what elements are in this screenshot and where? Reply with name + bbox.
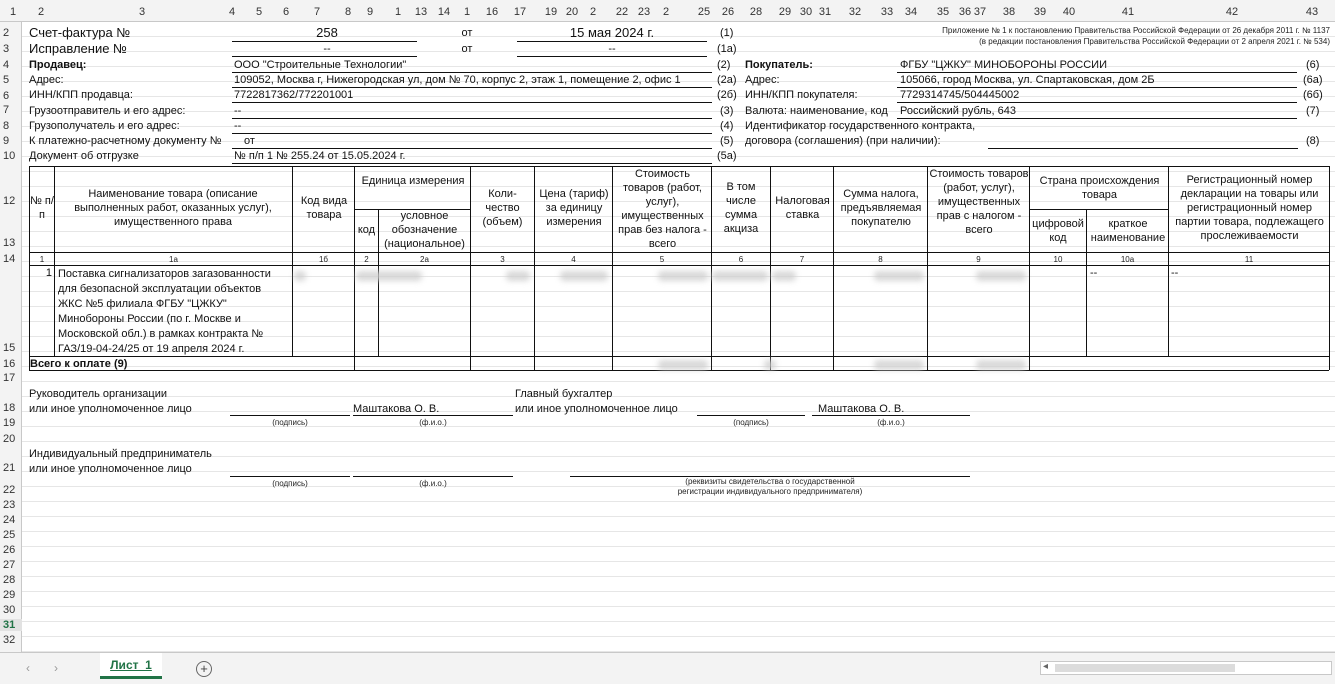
buyer-label: Покупатель:: [745, 59, 813, 71]
column-header-bar: [0, 0, 1335, 22]
row-header[interactable]: 32: [3, 634, 16, 646]
column-header[interactable]: 8: [344, 6, 352, 18]
row-header[interactable]: 28: [3, 574, 16, 586]
worksheet-grid[interactable]: [22, 22, 1335, 652]
row-header[interactable]: 16: [3, 358, 16, 370]
redacted-qty: [506, 271, 530, 281]
colnum-1a: 1а: [169, 255, 178, 264]
head-name[interactable]: Маштакова О. В.: [353, 403, 440, 415]
th-country-code: цифровой код: [1032, 218, 1084, 244]
row-header[interactable]: 31: [0, 619, 22, 631]
column-header[interactable]: 36: [958, 6, 972, 18]
th-num: № п/п: [30, 195, 54, 221]
correction-from-label: от: [461, 43, 473, 55]
contract-label-1: Идентификатор государственного контракта,: [745, 120, 976, 132]
seller-address-code: (2а): [717, 74, 737, 86]
row-header[interactable]: 17: [3, 372, 16, 384]
invoice-title-label: Счет-фактура №: [29, 25, 131, 40]
head-label-2: или иное уполномоченное лицо: [29, 403, 192, 415]
column-header[interactable]: 19: [544, 6, 558, 18]
th-quantity: Коли-чество (объем): [482, 188, 523, 228]
row-header[interactable]: 18: [3, 402, 16, 414]
buyer-address[interactable]: 105066, город Москва, ул. Спартаковская, дом 2Б: [900, 74, 1155, 86]
correction-label: Исправление №: [29, 41, 127, 56]
shipper-value[interactable]: --: [234, 105, 242, 117]
correction-number[interactable]: --: [323, 43, 331, 55]
redacted-total: [976, 271, 1026, 281]
row-header[interactable]: 14: [3, 253, 16, 265]
next-sheet-icon[interactable]: ›: [54, 661, 58, 675]
column-header[interactable]: 40: [1062, 6, 1076, 18]
row-header[interactable]: 25: [3, 529, 16, 541]
column-header[interactable]: 9: [366, 6, 374, 18]
colnum-9: 9: [976, 255, 981, 264]
column-header[interactable]: 6: [282, 6, 290, 18]
colnum-2: 2: [364, 255, 369, 264]
th-cost-without-tax: Стоимость товаров (работ, услуг), имущественных прав без налога - всего: [618, 168, 707, 250]
colnum-5: 5: [659, 255, 665, 264]
th-unit-name: условное обозначение (национальное): [384, 210, 465, 250]
row-header[interactable]: 5: [3, 74, 10, 86]
redacted-excise: [712, 271, 768, 281]
seller-code: (2): [717, 59, 731, 71]
row-header[interactable]: 12: [3, 195, 16, 207]
head-label-1: Руководитель организации: [29, 388, 168, 400]
seller-inn-code: (2б): [717, 89, 737, 101]
column-header[interactable]: 32: [848, 6, 862, 18]
seller-value[interactable]: ООО "Строительные Технологии": [234, 59, 407, 71]
scroll-thumb[interactable]: [1055, 664, 1235, 672]
colnum-8: 8: [878, 255, 883, 264]
buyer-inn[interactable]: 7729314745/504445002: [900, 89, 1020, 101]
buyer-address-code: (6а): [1303, 74, 1323, 86]
row-header[interactable]: 20: [3, 433, 16, 445]
column-header[interactable]: 17: [513, 6, 527, 18]
appendix-line-2: (в редакции постановления Правительства Российской Федерации от 2 апреля 2021 г. № 534): [979, 37, 1330, 46]
colnum-6: 6: [738, 255, 744, 264]
chief-label-1: Главный бухгалтер: [515, 388, 613, 400]
colnum-10: 10: [1053, 255, 1063, 264]
row-header[interactable]: 27: [3, 559, 16, 571]
row-header[interactable]: 29: [3, 589, 16, 601]
column-header[interactable]: 35: [936, 6, 950, 18]
head-fio-hint: (ф.и.о.): [419, 418, 447, 427]
row-header[interactable]: 7: [3, 104, 10, 116]
row-header[interactable]: 23: [3, 499, 16, 511]
colnum-4: 4: [571, 255, 576, 264]
add-sheet-icon[interactable]: +: [196, 661, 212, 677]
head-sign-hint: (подпись): [272, 418, 308, 427]
seller-address[interactable]: 109052, Москва г, Нижегородская ул, дом № 70, корпус 2, этаж 1, помещение 2, офис 1: [234, 74, 681, 86]
redacted-total-excise: [764, 360, 776, 370]
th-unit: Единица измерения: [361, 175, 465, 187]
row-header[interactable]: 9: [3, 135, 10, 147]
row-header[interactable]: 21: [3, 462, 16, 474]
row-header[interactable]: 6: [3, 90, 10, 102]
horizontal-scrollbar[interactable]: [1040, 661, 1332, 675]
shipper-code: (3): [720, 105, 734, 117]
column-header[interactable]: 1: [9, 6, 17, 18]
column-header[interactable]: 2: [662, 6, 670, 18]
invoice-number[interactable]: 258: [316, 25, 338, 40]
column-header[interactable]: 2: [589, 6, 597, 18]
ip-cert-hint-1: (реквизиты свидетельства о государственной: [685, 477, 855, 486]
currency-label: Валюта: наименование, код: [745, 105, 888, 117]
row-header[interactable]: 15: [3, 342, 16, 354]
row-header[interactable]: 3: [3, 43, 10, 55]
buyer-inn-label: ИНН/КПП покупателя:: [745, 89, 858, 101]
sheet-tab-list1[interactable]: Лист_1: [100, 653, 162, 679]
colnum-1b: 1б: [318, 255, 329, 264]
redacted-price: [560, 271, 608, 281]
shipment-doc-value[interactable]: № п/п 1 № 255.24 от 15.05.2024 г.: [234, 150, 406, 162]
chief-name[interactable]: Маштакова О. В.: [818, 403, 905, 415]
column-header[interactable]: 38: [1002, 6, 1016, 18]
correction-date[interactable]: --: [608, 43, 616, 55]
column-header[interactable]: 39: [1033, 6, 1047, 18]
redacted-unit: [356, 271, 422, 281]
column-header[interactable]: 28: [749, 6, 763, 18]
column-header[interactable]: 2: [37, 6, 45, 18]
seller-address-label: Адрес:: [29, 74, 64, 86]
redacted-kind: [294, 271, 306, 281]
th-price: Цена (тариф) за единицу измерения: [539, 188, 609, 228]
th-cost-with-tax: Стоимость товаров (работ, услуг), имущественных прав с налогом - всего: [929, 168, 1029, 236]
sheet-tab-bar: [0, 652, 1335, 684]
total-label: Всего к оплате (9): [30, 358, 128, 370]
column-header[interactable]: 37: [973, 6, 987, 18]
colnum-10a: 10а: [1120, 255, 1135, 264]
th-unit-code: код: [357, 224, 376, 236]
redacted-tax: [874, 271, 924, 281]
invoice-table: [22, 22, 1335, 382]
column-header[interactable]: 30: [799, 6, 813, 18]
th-registration: Регистрационный номер декларации на товары или регистрационный номер партии товара, подлежащего прослеживаемости: [1175, 174, 1324, 242]
th-country-name: краткое наименование: [1090, 218, 1166, 244]
column-header[interactable]: 25: [697, 6, 711, 18]
invoice-code-1a: (1а): [717, 43, 737, 55]
th-tax-amount: Сумма налога, предъявляемая покупателю: [840, 188, 922, 228]
column-header[interactable]: 29: [778, 6, 792, 18]
ip-fio-hint: (ф.и.о.): [419, 479, 447, 488]
row-1-registration[interactable]: --: [1171, 267, 1179, 279]
row-header-bar: [0, 22, 22, 652]
invoice-from-label: от: [461, 27, 473, 39]
th-excise: В том числе сумма акциза: [723, 181, 759, 235]
currency-code: (7): [1306, 105, 1320, 117]
column-header[interactable]: 33: [880, 6, 894, 18]
th-tax-rate: Налоговая ставка: [775, 195, 830, 221]
chief-sign-hint: (подпись): [733, 418, 769, 427]
invoice-date[interactable]: 15 мая 2024 г.: [569, 25, 655, 40]
colnum-3: 3: [500, 255, 505, 264]
column-header[interactable]: 16: [485, 6, 499, 18]
colnum-2a: 2а: [420, 255, 429, 264]
redacted-rate: [772, 271, 796, 281]
consignee-label: Грузополучатель и его адрес:: [29, 120, 180, 132]
appendix-line-1: Приложение № 1 к постановлению Правительства Российской Федерации от 26 декабря 2011 г. № 1137: [942, 26, 1330, 35]
column-header[interactable]: 3: [138, 6, 146, 18]
redacted-total-tax: [874, 360, 924, 370]
invoice-code-1: (1): [720, 27, 734, 39]
consignee-value[interactable]: --: [234, 120, 242, 132]
row-header[interactable]: 24: [3, 514, 16, 526]
row-1-num[interactable]: 1: [45, 267, 52, 279]
column-header[interactable]: 1: [463, 6, 471, 18]
column-header[interactable]: 42: [1225, 6, 1239, 18]
row-header[interactable]: 19: [3, 417, 16, 429]
column-header[interactable]: 23: [637, 6, 651, 18]
th-name: Наименование товара (описание выполненных работ, оказанных услуг), имущественного права: [74, 188, 272, 228]
row-header[interactable]: 30: [3, 604, 16, 616]
column-header[interactable]: 41: [1121, 6, 1135, 18]
contract-code: (8): [1306, 135, 1320, 147]
shipper-label: Грузоотправитель и его адрес:: [29, 105, 186, 117]
redacted-total-sum: [976, 360, 1026, 370]
shipment-doc-code: (5а): [717, 150, 737, 162]
row-header[interactable]: 26: [3, 544, 16, 556]
row-header[interactable]: 4: [3, 59, 10, 71]
th-country: Страна происхождения товара: [1039, 175, 1160, 201]
seller-inn-label: ИНН/КПП продавца:: [29, 89, 133, 101]
payment-doc-value[interactable]: от: [244, 135, 255, 147]
th-kind-code: Код вида товара: [300, 195, 348, 221]
prev-sheet-icon[interactable]: ‹: [26, 661, 30, 675]
payment-doc-label: К платежно-расчетному документу №: [29, 135, 222, 147]
row-header[interactable]: 8: [3, 120, 10, 132]
redacted-total-cost: [658, 360, 708, 370]
row-header[interactable]: 10: [3, 150, 16, 162]
column-header[interactable]: 5: [255, 6, 263, 18]
row-header[interactable]: 13: [3, 237, 16, 249]
ip-label-2: или иное уполномоченное лицо: [29, 463, 192, 475]
scroll-left-icon[interactable]: ◂: [1043, 661, 1049, 672]
buyer-value[interactable]: ФГБУ "ЦЖКУ" МИНОБОРОНЫ РОССИИ: [900, 59, 1107, 71]
column-header[interactable]: 14: [437, 6, 451, 18]
chief-label-2: или иное уполномоченное лицо: [515, 403, 678, 415]
payment-doc-code: (5): [720, 135, 734, 147]
consignee-code: (4): [720, 120, 734, 132]
column-header[interactable]: 4: [228, 6, 236, 18]
redacted-cost: [658, 271, 708, 281]
chief-fio-hint: (ф.и.о.): [877, 418, 905, 427]
column-header[interactable]: 43: [1305, 6, 1319, 18]
ip-cert-hint-2: регистрации индивидуального предпринимателя): [677, 487, 863, 496]
row-1-name[interactable]: Поставка сигнализаторов загазованности для безопасной эксплуатации объектов ЖКС №5 филиала ФГБУ "ЦЖКУ" Минобороны России (по г. Москве и Московской обл.) в рамках контракта № ГАЗ/19-04-24/25 от 19 апреля 2024 г.: [58, 268, 271, 355]
column-header[interactable]: 1: [394, 6, 402, 18]
row-header[interactable]: 22: [3, 484, 16, 496]
colnum-7: 7: [799, 255, 805, 264]
seller-label: Продавец:: [29, 59, 87, 71]
buyer-address-label: Адрес:: [745, 74, 780, 86]
column-header[interactable]: 13: [414, 6, 428, 18]
buyer-inn-code: (6б): [1303, 89, 1323, 101]
column-header[interactable]: 20: [565, 6, 579, 18]
column-header[interactable]: 22: [615, 6, 629, 18]
buyer-code: (6): [1306, 59, 1320, 71]
seller-inn[interactable]: 7722817362/772201001: [234, 89, 354, 101]
shipment-doc-label: Документ об отгрузке: [29, 150, 139, 162]
column-header[interactable]: 7: [313, 6, 321, 18]
column-header[interactable]: 26: [721, 6, 735, 18]
contract-label-2: договора (соглашения) (при наличии):: [745, 135, 941, 147]
row-header[interactable]: 2: [3, 27, 10, 39]
column-header[interactable]: 31: [818, 6, 832, 18]
ip-label-1: Индивидуальный предприниматель: [29, 448, 212, 460]
row-1-country-name[interactable]: --: [1090, 267, 1098, 279]
colnum-11: 11: [1244, 255, 1254, 264]
currency-value[interactable]: Российский рубль, 643: [900, 105, 1016, 117]
ip-sign-hint: (подпись): [272, 479, 308, 488]
colnum-1: 1: [39, 255, 45, 264]
column-header[interactable]: 34: [904, 6, 918, 18]
